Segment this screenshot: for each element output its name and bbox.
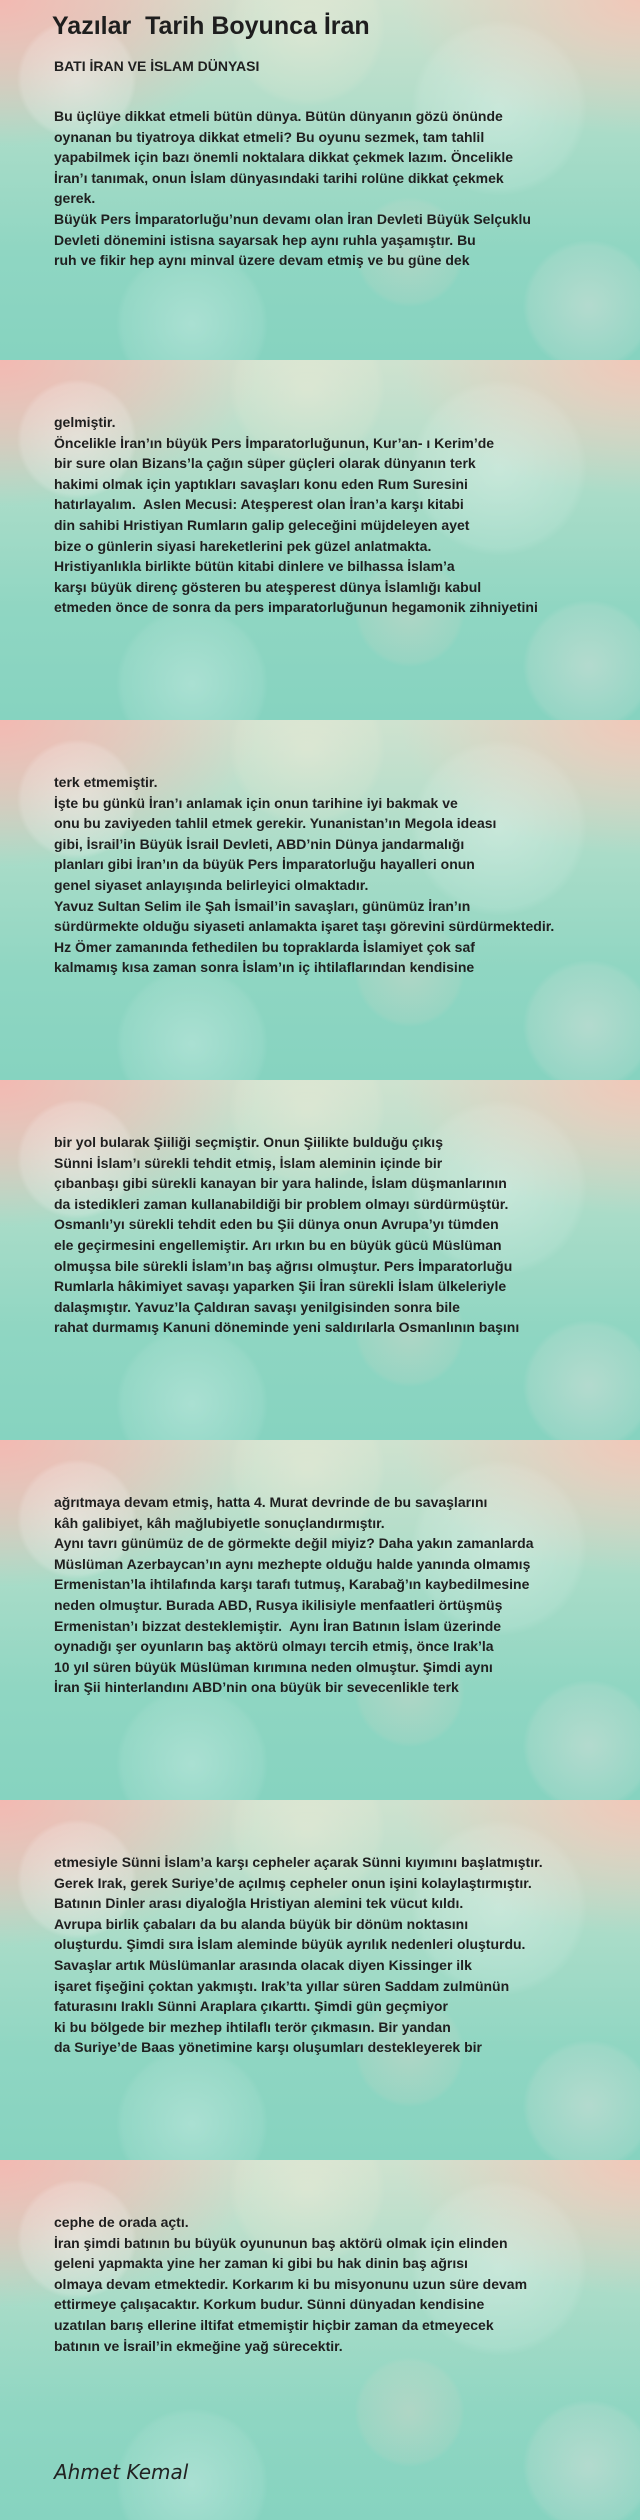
text-line: planları gibi İran’ın da büyük Pers İmparatorluğu hayalleri onun	[54, 856, 475, 873]
text-line: Gerek Irak, gerek Suriye’de açılmış cepheler onun işini kolaylaştırmıştır.	[54, 1874, 532, 1891]
text-line: etmesiyle Sünni İslam’a karşı cepheler açarak Sünni kıyımını başlatmıştır.	[54, 1854, 543, 1870]
text-line: hatırlayalım. Aslen Mecusi: Ateşperest olan İran’a karşı kitabi	[54, 496, 464, 513]
text-line: uzatılan barış ellerine iltifat etmemiştir hiçbir zaman da etmeyecek	[54, 2316, 494, 2333]
text-line: Müslüman Azerbaycan’ın aynı mezhepte olduğu halde yanında olmamış	[54, 1555, 531, 1572]
text-line: Büyük Pers İmparatorluğu’nun devamı olan İran Devleti Büyük Selçuklu	[54, 210, 531, 227]
text-line: İran Şii hinterlandını ABD’nin ona büyük bir sevecenlikle terk	[54, 1679, 459, 1696]
text-line: da istedikleri zaman kullanabildiği bir problem olmayı sürdürmüştür.	[54, 1195, 509, 1212]
text-line: kalmamış kısa zaman sonra İslam’ın iç ihtilaflarından kendisine	[54, 959, 475, 976]
text-line: yapabilmek için bazı önemli noktalara dikkat çekmek lazım. Öncelikle	[54, 149, 514, 166]
poem-panel-4	[0, 1080, 640, 1440]
text-line: bir yol bularak Şiiliği seçmiştir. Onun Şiilikte bulduğu çıkış	[54, 1134, 443, 1150]
text-line: karşı büyük direnç gösteren bu ateşperest dünya İslamlığı kabul	[54, 578, 482, 595]
text-line: faturasını Iraklı Sünni Araplara çıkarttı. Şimdi gün geçmiyor	[54, 1998, 448, 2015]
text-line: Bu üçlüye dikkat etmeli bütün dünya. Bütün dünyanın gözü önünde	[54, 108, 503, 124]
text-line: hakimi olmak için yaptıkları savaşları konu eden Rum Suresini	[54, 475, 468, 492]
text-line: işaret fişeğini çoktan yakmıştı. Irak’ta yıllar süren Saddam zulmünün	[54, 1977, 510, 1994]
page-title: Yazılar Tarih Boyunca İran	[52, 12, 370, 40]
text-line: genel siyaset anlayışında belirleyici olmaktadır.	[54, 876, 369, 893]
poem-panel-5	[0, 1440, 640, 1800]
poem-panel-1	[0, 0, 640, 360]
text-line: Hristiyanlıkla birlikte bütün kitabi dinlere ve bilhassa İslam’a	[54, 558, 455, 575]
text-line: Öncelikle İran’ın büyük Pers İmparatorluğunun, Kur’an- ı Kerim’de	[54, 434, 495, 451]
text-line: rahat durmamış Kanuni döneminde yeni saldırılarla Osmanlının başını	[54, 1319, 520, 1336]
text-line: ağrıtmaya devam etmiş, hatta 4. Murat devrinde de bu savaşlarını	[54, 1494, 488, 1510]
text-line: çıbanbaşı gibi sürekli kanayan bir yara halinde, İslam düşmanlarının	[54, 1175, 507, 1192]
poem-panel-6	[0, 1800, 640, 2160]
text-line: oynadığı şer oyunların baş aktörü olmayı tercih etmiş, önce Irak’la	[54, 1638, 494, 1655]
text-line: Yavuz Sultan Selim ile Şah İsmail’in savaşları, günümüz İran’ın	[54, 897, 471, 914]
text-line: Aynı tavrı günümüz de de görmekte değil miyiz? Daha yakın zamanlarda	[54, 1535, 534, 1552]
text-line: gerek.	[54, 190, 96, 207]
text-line: da Suriye’de Baas yönetimine karşı oluşumları destekleyerek bir	[54, 2039, 482, 2056]
text-line: ele geçirmesini engellemiştir. Arı ırkın bu en büyük gücü Müslüman	[54, 1236, 502, 1253]
section-subtitle: BATI İRAN VE İSLAM DÜNYASI	[54, 58, 260, 74]
text-line: gelmiştir.	[54, 414, 116, 430]
text-line: Avrupa birlik çabaları da bu alanda büyük bir dönüm noktasını	[54, 1915, 469, 1932]
author-signature: Ahmet Kemal	[54, 2460, 189, 2484]
text-line: olmaya devam etmektedir. Korkarım ki bu misyonunu uzun süre devam	[54, 2275, 528, 2292]
text-line: kâh galibiyet, kâh mağlubiyetle sonuçlandırmıştır.	[54, 1514, 385, 1531]
text-line: 10 yıl süren büyük Müslüman kırımına neden olmuştur. Şimdi aynı	[54, 1658, 493, 1675]
text-line: terk etmemiştir.	[54, 774, 158, 790]
text-line: onu bu zaviyeden tahlil etmek gerekir. Yunanistan’ın Megola ideası	[54, 815, 497, 832]
text-line: oynanan bu tiyatroya dikkat etmeli? Bu oyunu sezmek, tam tahlil	[54, 128, 485, 145]
text-line: İran şimdi batının bu büyük oyununun baş aktörü olmak için elinden	[54, 2234, 508, 2251]
panel-text	[54, 772, 554, 978]
text-line: Devleti dönemini istisna sayarsak hep aynı ruhla yaşamıştır. Bu	[54, 231, 476, 248]
text-line: ettirmeye çalışacaktır. Korkum budur. Sünni dünyadan kendisine	[54, 2296, 485, 2313]
poem-panel-3	[0, 720, 640, 1080]
text-line: sürdürmekte olduğu siyaseti anlamakta işaret taşı görevini sürdürmektedir.	[54, 918, 555, 935]
poem-panel-7	[0, 2160, 640, 2520]
text-line: Rumlarla hâkimiyet savaşı yaparken Şii İran sürekli İslam ülkeleriyle	[54, 1278, 507, 1295]
panel-text	[54, 412, 538, 618]
text-line: cephe de orada açtı.	[54, 2214, 189, 2230]
text-line: Hz Ömer zamanında fethedilen bu topraklarda İslamiyet çok saf	[54, 938, 475, 955]
panel-text	[54, 2212, 527, 2356]
text-line: Ermenistan’ı bizzat desteklemiştir. Aynı İran Batının İslam üzerinde	[54, 1617, 502, 1634]
text-line: Savaşlar artık Müslümanlar arasında olacak diyen Kissinger ilk	[54, 1956, 472, 1973]
text-line: Osmanlı’yı sürekli tehdit eden bu Şii dünya onun Avrupa’yı tümden	[54, 1216, 499, 1233]
text-line: oluşturdu. Şimdi sıra İslam aleminde büyük ayrılık nedenleri oluşturdu.	[54, 1936, 526, 1953]
text-line: bir sure olan Bizans’la çağın süper güçleri olarak dünyanın terk	[54, 455, 476, 472]
text-line: din sahibi Hristiyan Rumların galip geleceğini müjdeleyen ayet	[54, 516, 470, 533]
text-line: bize o günlerin siyasi hareketlerini pek güzel anlatmakta.	[54, 537, 432, 554]
panel-text	[54, 1132, 519, 1338]
text-line: dalaşmıştır. Yavuz’la Çaldıran savaşı yenilgisinden sonra bile	[54, 1298, 460, 1315]
text-line: Batının Dinler arası diyaloğla Hristiyan alemini tek vücut kıldı.	[54, 1895, 464, 1912]
poem-panel-2	[0, 360, 640, 720]
text-line: etmeden önce de sonra da pers imparatorluğunun hegamonik zihniyetini	[54, 599, 538, 616]
text-line: neden olmuştur. Burada ABD, Rusya ikilisiyle menfaatleri örtüşmüş	[54, 1596, 503, 1613]
text-line: ruh ve fikir hep aynı minval üzere devam etmiş ve bu güne dek	[54, 252, 470, 269]
text-line: Ermenistan’la ihtilafında karşı tarafı tutmuş, Karabağ’ın kaybedilmesine	[54, 1576, 530, 1593]
text-line: İşte bu günkü İran’ı anlamak için onun tarihine iyi bakmak ve	[54, 794, 458, 811]
panel-text	[54, 1852, 543, 2058]
text-line: batının ve İsrail’in ekmeğine yağ sürecektir.	[54, 2337, 343, 2354]
text-line: Sünni İslam’ı sürekli tehdit etmiş, İslam aleminin içinde bir	[54, 1154, 443, 1171]
text-line: İran’ı tanımak, onun İslam dünyasındaki tarihi rolüne dikkat çekmek	[54, 169, 504, 186]
panel-text	[54, 106, 531, 271]
panel-text	[54, 1492, 534, 1698]
text-line: gibi, İsrail’in Büyük İsrail Devleti, ABD’nin Dünya jandarmalığı	[54, 835, 465, 852]
text-line: ki bu bölgede bir mezhep ihtilaflı terör çıkmasın. Bir yandan	[54, 2018, 451, 2035]
text-line: geleni yapmakta yine her zaman ki gibi bu hak dinin baş ağrısı	[54, 2255, 468, 2272]
text-line: olmuşsa bile sürekli İslam’ın baş ağrısı olmuştur. Pers İmparatorluğu	[54, 1257, 513, 1274]
